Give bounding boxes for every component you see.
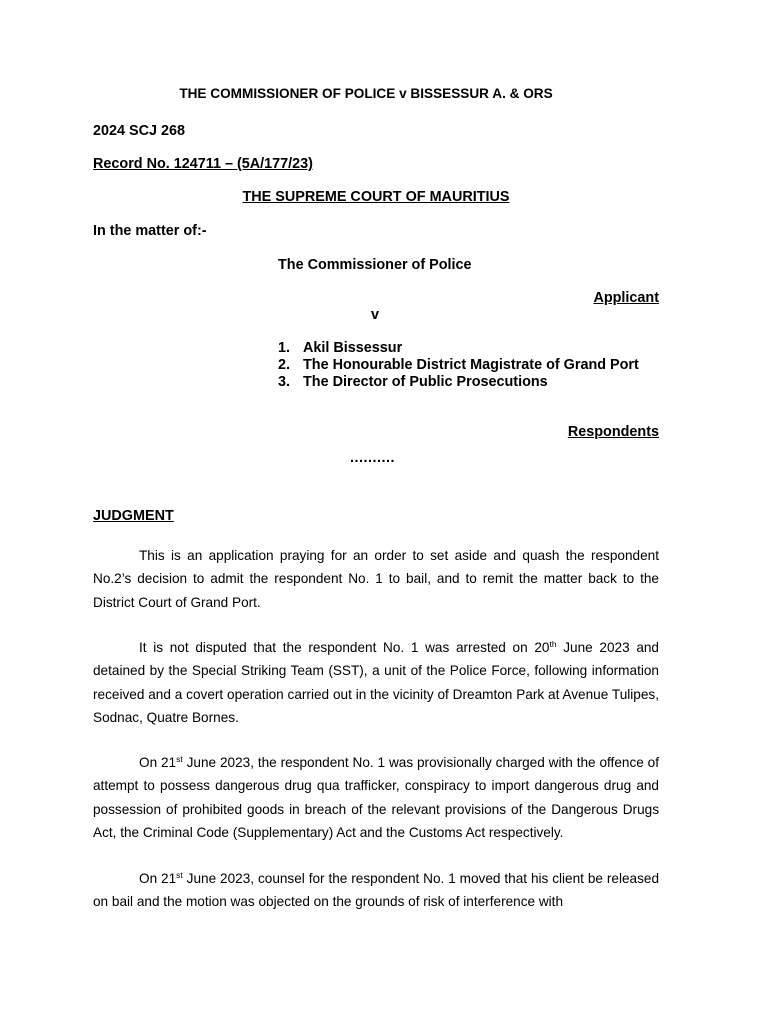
record-number: Record No. 124711 – (5A/177/23): [93, 156, 313, 172]
paragraph-text: June 2023, the respondent No. 1 was provisionally charged with the offence of attempt to possess dangerous drug qua trafficker, conspiracy to import dangerous drug and possession of prohibited goods in breach of the relevant provisions of the Dangerous Drugs Act, the Criminal Code (Supplementary) Act and the Customs Act respectively.: [93, 755, 660, 840]
respondent-name: Akil Bissessur: [303, 340, 403, 356]
paragraph-text: On 21: [139, 871, 177, 886]
in-the-matter-heading: In the matter of:-: [93, 223, 207, 239]
respondent-item: [278, 357, 658, 374]
applicant-label: Applicant: [593, 290, 659, 306]
respondent-name: The Director of Public Prosecutions: [303, 374, 548, 390]
ordinal-suffix: st: [176, 754, 183, 764]
respondents-label: Respondents: [567, 424, 659, 440]
section-separator: ..........: [350, 450, 395, 466]
respondent-item: [278, 340, 658, 357]
judgment-heading: JUDGMENT: [93, 508, 174, 524]
ordinal-suffix: st: [176, 870, 183, 880]
respondent-number: 3.: [278, 374, 291, 390]
paragraph-text: June 2023, counsel for the respondent No. 1 moved that his client be released on bail and the motion was objected on the grounds of risk of interference with: [93, 871, 660, 910]
respondent-item: [278, 374, 658, 391]
respondents-list: [278, 340, 658, 391]
judgment-paragraph-2: [93, 636, 659, 729]
versus-label: v: [371, 307, 380, 323]
respondent-name: The Honourable District Magistrate of Grand Port: [303, 357, 639, 373]
court-name: THE SUPREME COURT OF MAURITIUS: [242, 189, 510, 205]
respondent-number: 1.: [278, 340, 291, 356]
ordinal-suffix: th: [549, 639, 557, 649]
judgment-paragraph-4: [93, 867, 659, 914]
paragraph-text: It is not disputed that the respondent No. 1 was arrested on 20: [139, 640, 550, 655]
judgment-paragraph-1: This is an application praying for an order to set aside and quash the respondent No.2’s decision to admit the respondent No. 1 to bail, and to remit the matter back to the District Court of Grand Port.: [93, 548, 659, 610]
judgment-paragraph-3: [93, 751, 659, 844]
paragraph-text: June 2023 and detained by the Special Striking Team (SST), a unit of the Police Force, following information received and a covert operation carried out in the vicinity of Dreamton Park at Avenue Tulipes, Sodnac, Quatre Bornes.: [93, 640, 659, 725]
case-title: THE COMMISSIONER OF POLICE v BISSESSUR A. & ORS: [179, 86, 553, 101]
citation: 2024 SCJ 268: [93, 123, 186, 139]
paragraph-text: On 21: [139, 755, 177, 770]
respondent-number: 2.: [278, 357, 291, 373]
applicant-name: The Commissioner of Police: [278, 257, 472, 273]
